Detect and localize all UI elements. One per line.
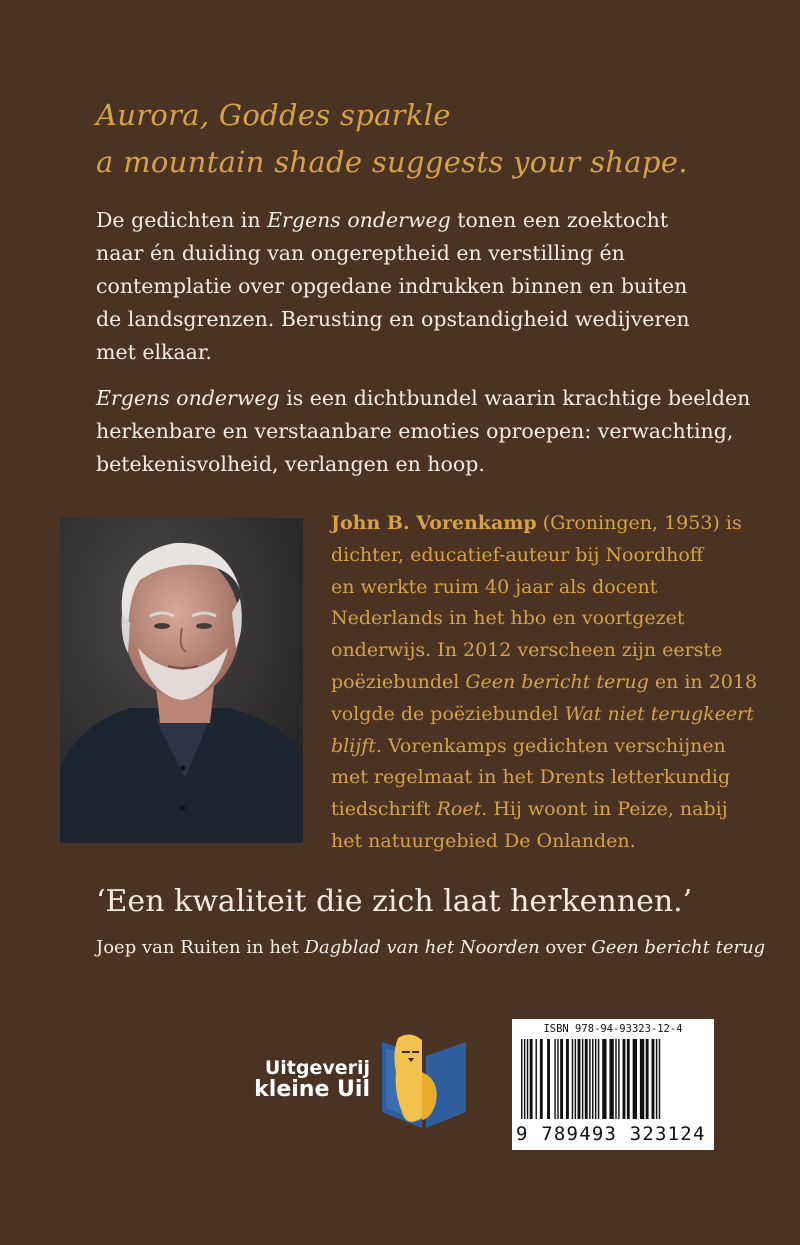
review-quote: ‘Een kwaliteit die zich laat herkennen.’ — [96, 884, 693, 919]
barcode-bar — [595, 1039, 596, 1119]
barcode-bar — [572, 1039, 573, 1119]
barcode-bar — [633, 1039, 637, 1119]
quote-attribution: Joep van Ruiten in het Dagblad van het Noorden over Geen bericht terug — [96, 937, 766, 958]
barcode-bar — [623, 1039, 626, 1119]
epigraph — [96, 92, 736, 186]
barcode-bar — [540, 1039, 543, 1119]
barcode-bar — [609, 1039, 613, 1119]
barcode-bar — [554, 1039, 555, 1119]
barcode-bar — [536, 1039, 537, 1119]
barcode-bar — [524, 1039, 525, 1119]
barcode-bar — [640, 1039, 644, 1119]
book-description — [96, 204, 751, 481]
book-title: Ergens onderweg — [267, 208, 451, 232]
barcode-bar — [598, 1039, 599, 1119]
barcode-bar — [547, 1039, 550, 1119]
author-bio: John B. Vorenkamp (Groningen, 1953) is dichter, educatief-auteur bij Noordhoff en werkte ruim 40 jaar als docent Nederlands in het hbo en voortgezet onderwijs. In 2012 verscheen zijn eerste poëziebundel Geen bericht terug en in 2018 volgde de poëziebundel Wat niet terugkeert blijft. Vorenkamps gedichten verschijnen met regelmaat in het Drents letterkundig tiedschrift Roet. Hij woont in Peize, nabij het natuurgebied De Onlanden. — [331, 512, 758, 852]
barcode-bar — [646, 1039, 649, 1119]
author-photo — [60, 518, 303, 843]
book-title: Ergens onderweg — [96, 386, 280, 410]
barcode-bar — [652, 1039, 655, 1119]
barcode-bar — [560, 1039, 563, 1119]
barcode-bar — [578, 1039, 581, 1119]
barcode-bar — [592, 1039, 593, 1119]
barcode-bar — [575, 1039, 576, 1119]
barcode-bar — [602, 1039, 606, 1119]
description-paragraph-1: De gedichten in Ergens onderweg tonen een zoektocht naar én duiding van ongereptheid en verstilling én contemplatie over opgedane indrukken binnen en buiten de landsgrenzen. Berusting en opstandigheid wedijveren met elkaar. — [96, 208, 690, 364]
barcode-bar — [557, 1039, 558, 1119]
barcode-bar — [615, 1039, 616, 1119]
barcode-bar — [566, 1039, 569, 1119]
epigraph-line-2: a mountain shade suggests your shape. — [96, 145, 688, 179]
barcode-bar — [659, 1039, 660, 1119]
barcode-digits: 9 789493 323124 — [516, 1123, 706, 1145]
barcode-bar — [530, 1039, 533, 1119]
barcode-bar — [618, 1039, 619, 1119]
description-paragraph-2: Ergens onderweg is een dichtbundel waarin krachtige beelden herkenbare en verstaanbare emoties oproepen: verwachting, betekenisvolheid, verlangen en hoop. — [96, 386, 751, 476]
author-name: John B. Vorenkamp — [331, 512, 537, 534]
barcode-bar — [589, 1039, 590, 1119]
isbn-barcode — [512, 1019, 714, 1150]
owl-book-logo-icon — [378, 1032, 470, 1134]
epigraph-line-1: Aurora, Goddes sparkle — [96, 98, 451, 132]
isbn-label: ISBN 978-94-93323-12-4 — [543, 1023, 683, 1035]
barcode-bar — [582, 1039, 583, 1119]
publisher-name: Uitgeverij kleine Uil — [254, 1057, 370, 1102]
barcode-bar — [521, 1039, 522, 1119]
barcode-bar — [585, 1039, 588, 1119]
barcode-bars — [519, 1039, 707, 1123]
barcode-bar — [527, 1039, 528, 1119]
barcode-bar — [627, 1039, 630, 1119]
barcode-bar — [656, 1039, 657, 1119]
